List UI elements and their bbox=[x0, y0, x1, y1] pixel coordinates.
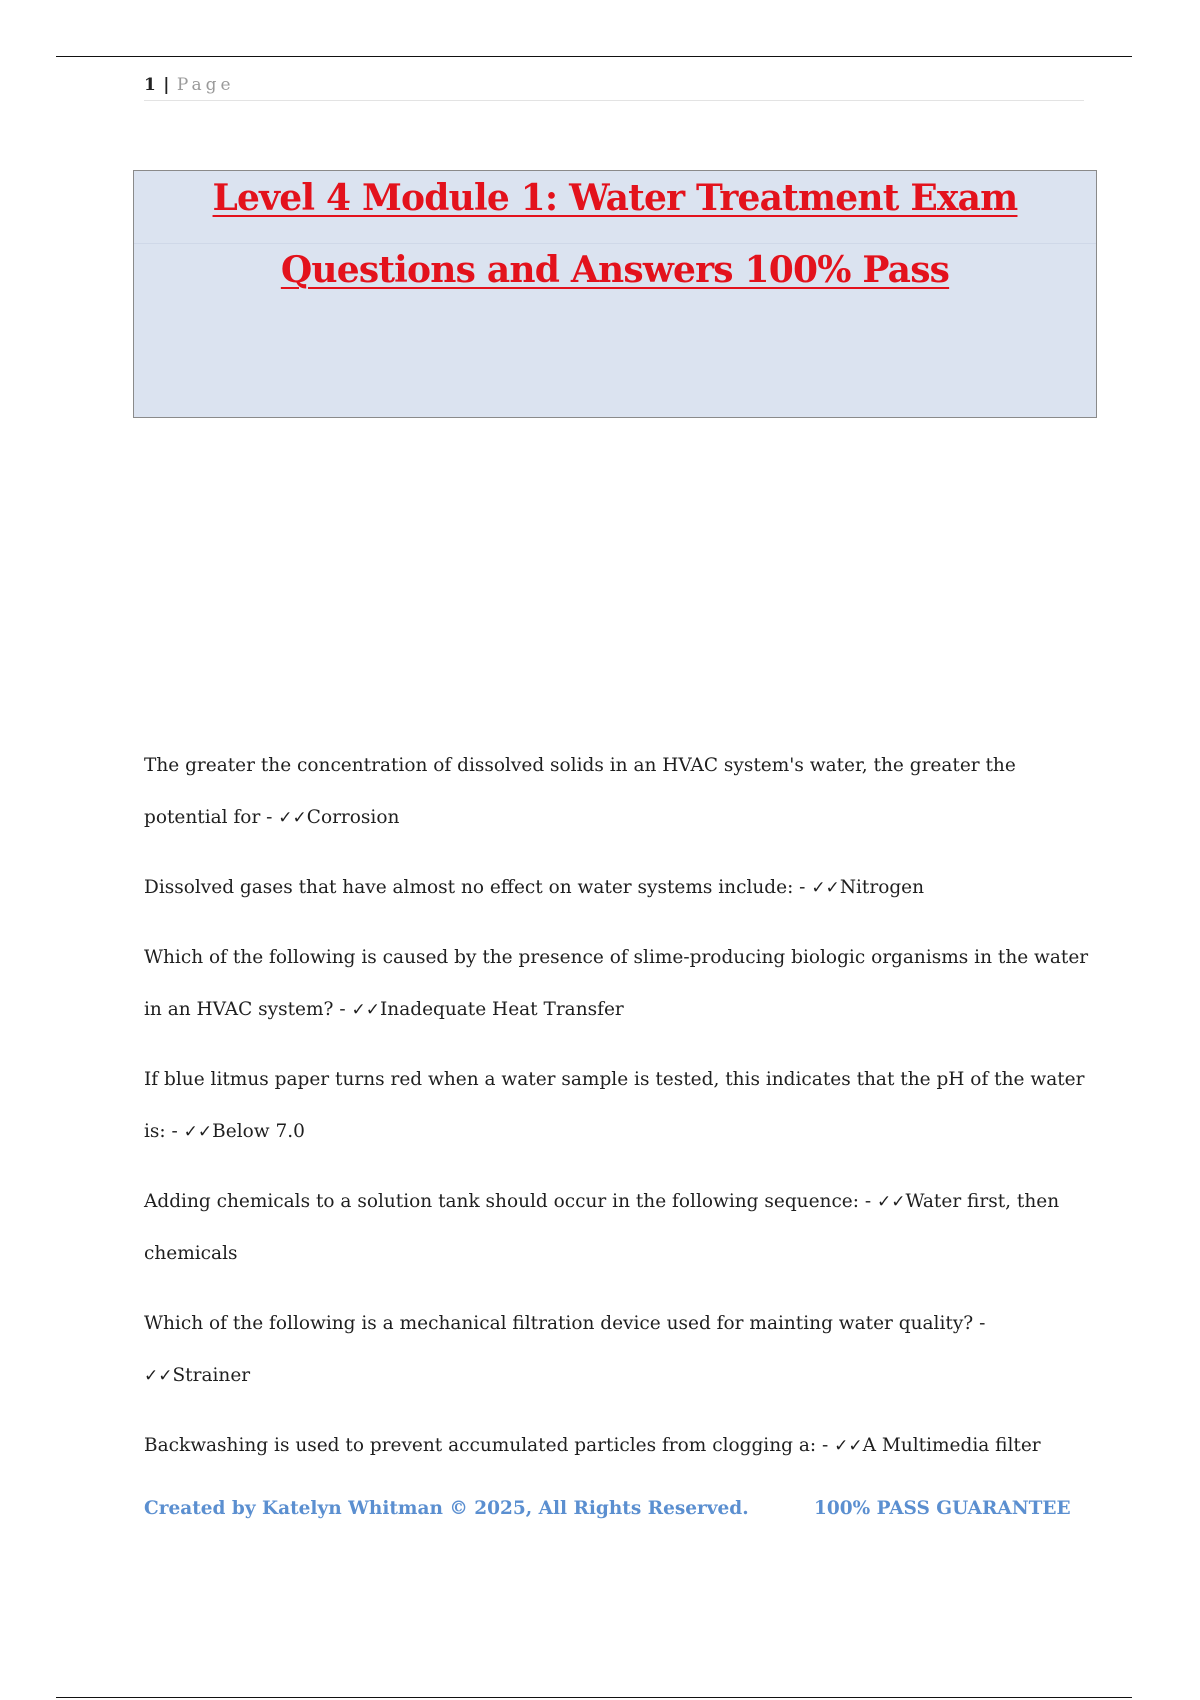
question-text: Backwashing is used to prevent accumulated particles from clogging a: - bbox=[144, 1435, 835, 1456]
footer-guarantee: 100% PASS GUARANTEE bbox=[814, 1498, 1071, 1519]
page-header bbox=[144, 72, 1084, 101]
question-text: Which of the following is caused by the presence of slime-producing biologic organisms in the water in an HVAC system? - bbox=[144, 947, 1089, 1020]
bottom-rule bbox=[56, 1697, 1132, 1698]
check-icon: ✓✓ bbox=[278, 808, 307, 828]
qa-item bbox=[144, 862, 1094, 914]
answer-text: Below 7.0 bbox=[212, 1121, 305, 1142]
qa-item bbox=[144, 1176, 1094, 1280]
page-label: Page bbox=[176, 75, 235, 95]
answer-text: A Multimedia filter bbox=[862, 1435, 1041, 1456]
answer-text: Inadequate Heat Transfer bbox=[379, 999, 624, 1020]
qa-item bbox=[144, 1420, 1094, 1472]
page-number: 1 bbox=[144, 75, 156, 95]
top-rule bbox=[56, 56, 1132, 57]
qa-item bbox=[144, 1298, 1094, 1402]
question-text: If blue litmus paper turns red when a water sample is tested, this indicates that the pH of the water is: - bbox=[144, 1069, 1085, 1142]
page-separator: | bbox=[163, 75, 170, 95]
check-icon: ✓✓ bbox=[811, 878, 840, 898]
check-icon: ✓✓ bbox=[144, 1366, 173, 1386]
question-text: Dissolved gases that have almost no effect on water systems include: - bbox=[144, 877, 812, 898]
title-box bbox=[133, 170, 1097, 418]
footer-copyright: Created by Katelyn Whitman © 2025, All Rights Reserved. bbox=[144, 1498, 749, 1519]
question-text: Which of the following is a mechanical filtration device used for mainting water quality? - bbox=[144, 1313, 986, 1334]
qa-item bbox=[144, 932, 1094, 1036]
check-icon: ✓✓ bbox=[877, 1192, 906, 1212]
title-text-1: Level 4 Module 1: Water Treatment Exam bbox=[212, 177, 1018, 219]
check-icon: ✓✓ bbox=[834, 1436, 863, 1456]
question-text: The greater the concentration of dissolved solids in an HVAC system's water, the greater the potential for - bbox=[144, 755, 1016, 828]
title-divider bbox=[134, 243, 1096, 244]
qa-list bbox=[144, 740, 1094, 1490]
title-line-2 bbox=[134, 249, 1096, 291]
check-icon: ✓✓ bbox=[183, 1122, 213, 1142]
qa-item bbox=[144, 1054, 1094, 1158]
title-text-2: Questions and Answers 100% Pass bbox=[280, 249, 950, 291]
qa-item bbox=[144, 740, 1094, 844]
question-text: Adding chemicals to a solution tank should occur in the following sequence: - bbox=[144, 1191, 877, 1212]
check-icon: ✓✓ bbox=[351, 1000, 380, 1020]
footer bbox=[144, 1498, 1071, 1528]
answer-text: Water first, then chemicals bbox=[144, 1191, 1060, 1264]
answer-text: Nitrogen bbox=[839, 877, 925, 898]
answer-text: Strainer bbox=[172, 1365, 251, 1386]
answer-text: Corrosion bbox=[306, 807, 400, 828]
title-line-1 bbox=[134, 177, 1096, 219]
